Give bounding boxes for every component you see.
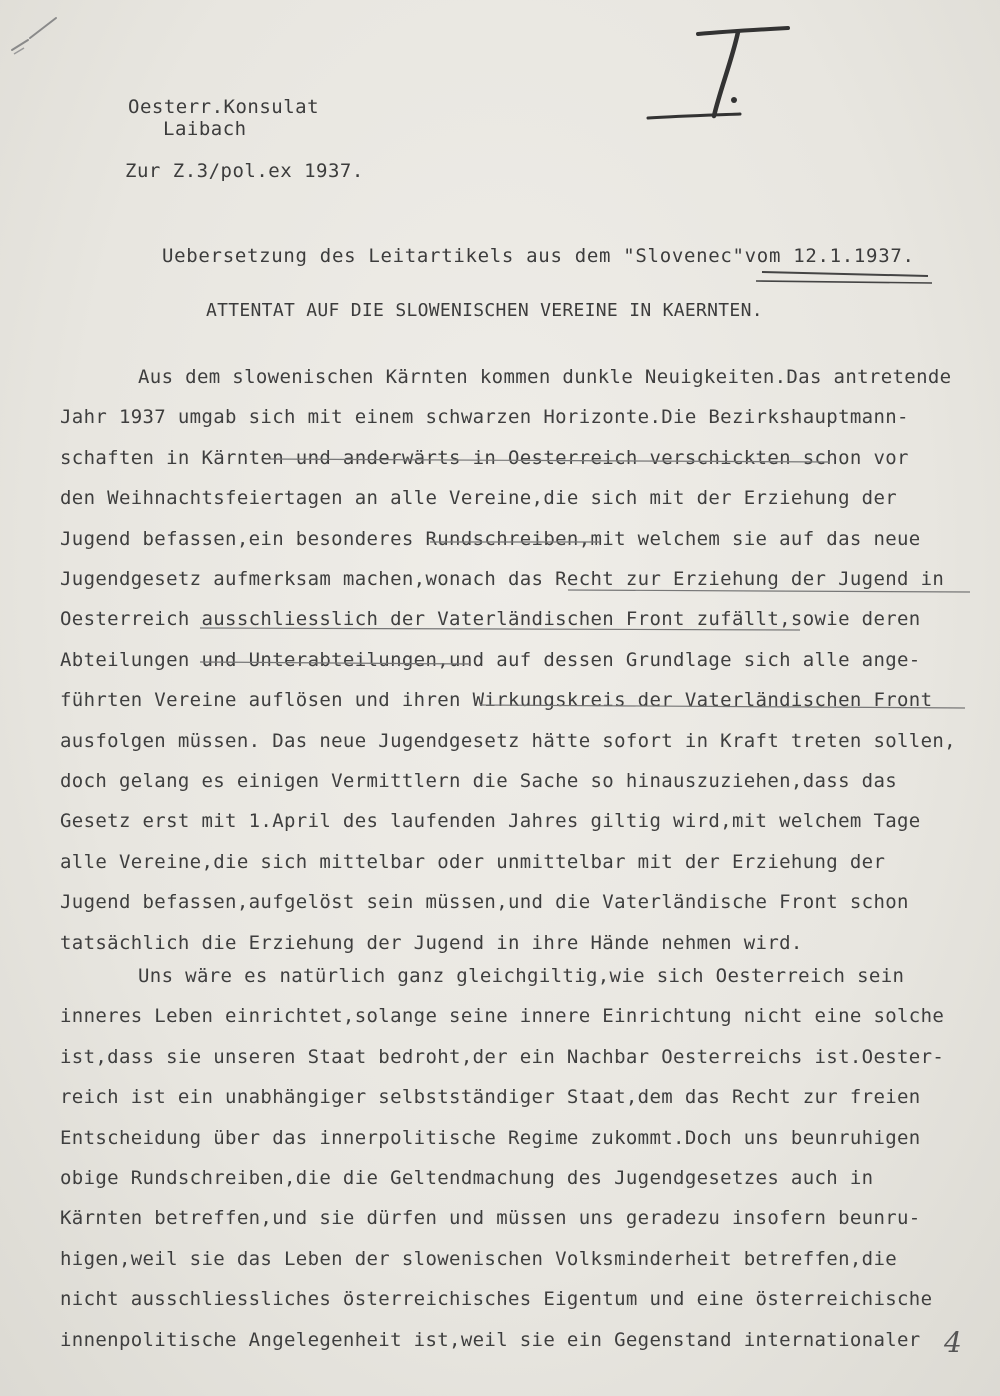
text-line: führten Vereine auflösen und ihren Wirkungskreis der Vaterländischen Front <box>60 689 933 712</box>
text-line: inneres Leben einrichtet,solange seine innere Einrichtung nicht eine solche <box>60 1005 945 1028</box>
text-line: Oesterreich ausschliesslich der Vaterländischen Front zufällt,sowie deren <box>60 608 921 631</box>
sender-line-2: Laibach <box>163 118 247 140</box>
translation-headline: Uebersetzung des Leitartikels aus dem "Slovenec"vom 12.1.1937. <box>162 245 915 267</box>
text-line: schaften in Kärnten und anderwärts in Oesterreich verschickten schon vor <box>60 446 909 469</box>
pencil-scuff-mark <box>10 12 60 57</box>
text-line: Aus dem slowenischen Kärnten kommen dunkle Neuigkeiten.Das antretende <box>138 366 952 388</box>
reference-number: Zur Z.3/pol.ex 1937. <box>125 160 364 182</box>
handwritten-roman-numeral-mark <box>640 20 810 130</box>
text-line: doch gelang es einigen Vermittlern die Sache so hinauszuziehen,dass das <box>60 770 898 793</box>
text-line: Kärnten betreffen,und sie dürfen und müssen uns geradezu insofern beunru- <box>60 1207 921 1230</box>
text-line: ist,dass sie unseren Staat bedroht,der ein Nachbar Oesterreichs ist.Oester- <box>60 1045 945 1068</box>
text-line: Gesetz erst mit 1.April des laufenden Jahres giltig wird,mit welchem Tage <box>60 810 921 833</box>
text-line: nicht ausschliessliches österreichisches Eigentum und eine österreichische <box>60 1288 933 1311</box>
text-line: ausfolgen müssen. Das neue Jugendgesetz hätte sofort in Kraft treten sollen, <box>60 729 956 752</box>
text-line: reich ist ein unabhängiger selbstständiger Staat,dem das Recht zur freien <box>60 1086 921 1109</box>
text-line: Abteilungen und Unterabteilungen,und auf dessen Grundlage sich alle ange- <box>60 648 921 671</box>
text-line: innenpolitische Angelegenheit ist,weil sie ein Gegenstand internationaler <box>60 1328 921 1351</box>
text-line: Entscheidung über das innerpolitische Regime zukommt.Doch uns beunruhigen <box>60 1126 921 1149</box>
sender-line-1: Oesterr.Konsulat <box>128 96 320 118</box>
text-line: tatsächlich die Erziehung der Jugend in ihre Hände nehmen wird. <box>60 931 803 954</box>
text-line: den Weihnachtsfeiertagen an alle Vereine,die sich mit der Erziehung der <box>60 487 898 510</box>
article-title: ATTENTAT AUF DIE SLOWENISCHEN VEREINE IN KAERNTEN. <box>206 300 763 321</box>
text-line: obige Rundschreiben,die die Geltendmachung des Jugendgesetzes auch in <box>60 1167 874 1190</box>
text-line: Jugendgesetz aufmerksam machen,wonach das Recht zur Erziehung der Jugend in <box>60 568 945 591</box>
text-line: Jugend befassen,ein besonderes Rundschreiben,mit welchem sie auf das neue <box>60 527 921 550</box>
text-line: Jugend befassen,aufgelöst sein müssen,und die Vaterländische Front schon <box>60 891 909 914</box>
text-line: Jahr 1937 umgab sich mit einem schwarzen Horizonte.Die Bezirkshauptmann- <box>60 406 909 429</box>
text-line: Uns wäre es natürlich ganz gleichgiltig,wie sich Oesterreich sein <box>138 965 905 987</box>
text-line: alle Vereine,die sich mittelbar oder unmittelbar mit der Erziehung der <box>60 850 886 873</box>
page-number: 4 <box>944 1326 962 1359</box>
text-line: higen,weil sie das Leben der slowenischen Volksminderheit betreffen,die <box>60 1247 898 1270</box>
paragraph-1 <box>60 357 975 963</box>
paragraph-2 <box>60 956 975 1360</box>
